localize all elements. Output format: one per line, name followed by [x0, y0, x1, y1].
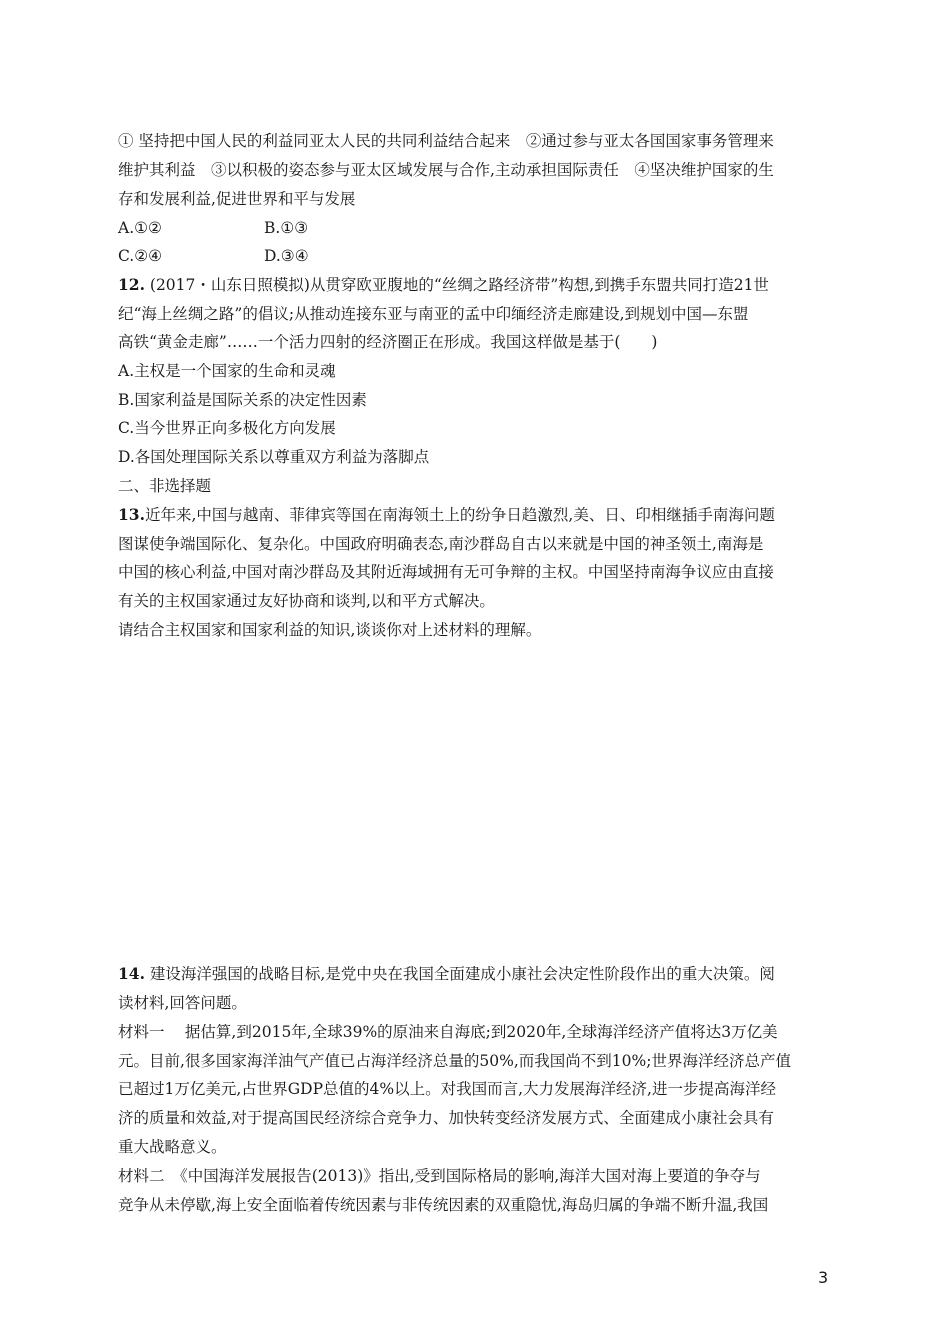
q14-line-1	[118, 964, 775, 984]
q12-option-c: C.当今世界正向多极化方向发展	[118, 419, 336, 437]
q11-option-a: A.①②	[118, 219, 162, 237]
q12-option-d: D.各国处理国际关系以尊重双方利益为落脚点	[118, 448, 430, 466]
q14-line-2: 读材料,回答问题。	[118, 994, 247, 1012]
q14-material1-line-5: 重大战略意义。	[118, 1138, 227, 1156]
q13-text-1: 近年来,中国与越南、菲律宾等国在南海领土上的纷争日趋激烈,美、日、印相继插手南海问题	[144, 506, 775, 524]
q12-line-3: 高铁“黄金走廊”……一个活力四射的经济圈正在形成。我国这样做是基于( )	[118, 333, 658, 351]
section-title: 二、非选择题	[118, 477, 212, 495]
q12-line-2: 纪“海上丝绸之路”的倡议;从推动连接东亚与南亚的孟中印缅经济走廊建设,到规划中国—东盟	[118, 305, 749, 323]
q14-number: 14.	[118, 964, 145, 983]
q13-line-3: 中国的核心利益,中国对南沙群岛及其附近海域拥有无可争辩的主权。中国坚持南海争议应由直接	[118, 563, 774, 581]
q14-text-1: 建设海洋强国的战略目标,是党中央在我国全面建成小康社会决定性阶段作出的重大决策。阅	[144, 965, 775, 983]
q13-prompt: 请结合主权国家和国家利益的知识,谈谈你对上述材料的理解。	[118, 621, 542, 639]
q13-number: 13.	[118, 505, 145, 524]
q14-material1-line-2: 元。目前,很多国家海洋油气产值已占海洋经济总量的50%,而我国尚不到10%;世界海洋经济总产值	[118, 1052, 791, 1070]
q11-option-d: D.③④	[264, 247, 309, 265]
q11-option-c: C.②④	[118, 247, 163, 265]
q14-material1-line-3: 已超过1万亿美元,占世界GDP总值的4%以上。对我国而言,大力发展海洋经济,进一步提高海洋经	[118, 1080, 776, 1098]
q12-text-1: (2017・山东日照模拟)从贯穿欧亚腹地的“丝绸之路经济带”构想,到携手东盟共同打造21世	[144, 276, 769, 294]
q13-line-2: 图谋使争端国际化、复杂化。中国政府明确表态,南沙群岛自古以来就是中国的神圣领土,南海是	[118, 535, 764, 553]
q12-option-a: A.主权是一个国家的生命和灵魂	[118, 362, 336, 380]
q11-statement-line-2: 维护其利益 ③以积极的姿态参与亚太区域发展与合作,主动承担国际责任 ④坚决维护国家的生	[118, 161, 774, 179]
q12-option-b: B.国家利益是国际关系的决定性因素	[118, 391, 367, 409]
q12-line-1	[118, 275, 769, 295]
q11-option-b: B.①③	[264, 219, 309, 237]
q12-number: 12.	[118, 275, 145, 294]
q14-material1-line-4: 济的质量和效益,对于提高国民经济综合竞争力、加快转变经济发展方式、全面建成小康社会具有	[118, 1109, 774, 1127]
q14-material2-line-1: 材料二 《中国海洋发展报告(2013)》指出,受到国际格局的影响,海洋大国对海上要道的争夺与	[118, 1167, 761, 1185]
q14-material2-line-2: 竞争从未停歇,海上安全面临着传统因素与非传统因素的双重隐忧,海岛归属的争端不断升温,我国	[118, 1196, 769, 1214]
q13-line-4: 有关的主权国家通过友好协商和谈判,以和平方式解决。	[118, 592, 495, 610]
q13-line-1	[118, 505, 775, 525]
q14-material1-line-1: 材料一 据估算,到2015年,全球39%的原油来自海底;到2020年,全球海洋经济产值将达3万亿美	[118, 1023, 778, 1041]
q11-statement-line-1: ① 坚持把中国人民的利益同亚太人民的共同利益结合起来 ②通过参与亚太各国国家事务管理来	[118, 132, 774, 150]
q11-statement-line-3: 存和发展利益,促进世界和平与发展	[118, 190, 356, 208]
page-number: 3	[818, 1268, 829, 1287]
